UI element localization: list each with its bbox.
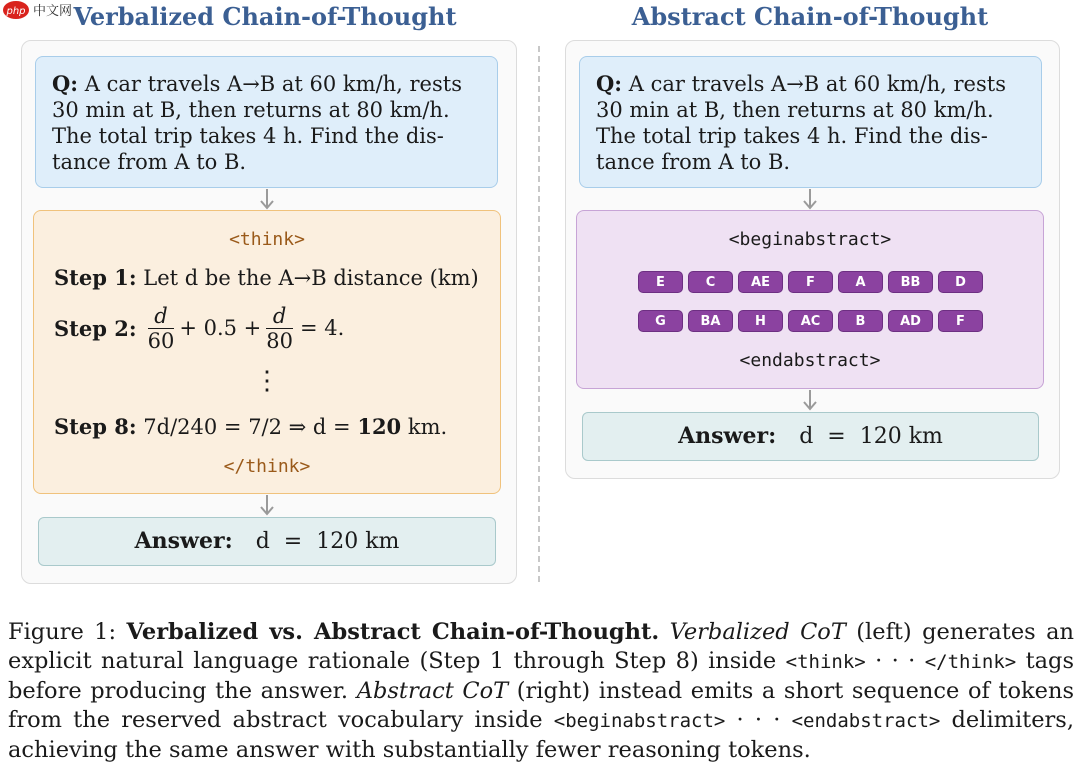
caption-italic-1: Verbalized CoT (669, 619, 846, 645)
abstract-close-tag: <endabstract> (739, 350, 881, 371)
question-line-2: 30 min at B, then returns at 80 km/h. (52, 98, 450, 122)
question-line-2: 30 min at B, then returns at 80 km/h. (596, 98, 994, 122)
token-row-2 (0, 310, 1080, 334)
abstract-open-tag: <beginabstract> (728, 229, 892, 250)
vertical-ellipsis: ⋮ (254, 366, 280, 396)
caption-text-2: tags before producing the answer. (8, 648, 1075, 704)
abstract-token: H (738, 310, 783, 332)
svg-text:php: php (6, 6, 26, 17)
caption-code-endthink: </think> (924, 651, 1017, 673)
answer-value-right: d = 120 km (799, 424, 943, 449)
left-title: Verbalized Chain-of-Thought (73, 2, 457, 31)
question-line-4: tance from A to B. (596, 150, 791, 174)
caption-code-think: <think> (785, 651, 866, 673)
question-line-4: tance from A to B. (52, 150, 247, 174)
answer-label-right: Answer: (678, 423, 777, 449)
answer-label-left: Answer: (134, 528, 233, 554)
abstract-token: F (788, 271, 833, 293)
answer-value-left: d = 120 km (255, 529, 400, 554)
question-line-1: A car travels A→B at 60 km/h, rests (84, 72, 462, 96)
think-close-tag: </think> (223, 456, 311, 477)
abstract-token: AC (788, 310, 833, 332)
arrow-down-icon (800, 189, 820, 211)
abstract-token: F (938, 310, 983, 332)
question-line-1: A car travels A→B at 60 km/h, rests (628, 72, 1006, 96)
right-title: Abstract Chain-of-Thought (631, 2, 989, 31)
token-row-1 (0, 271, 1080, 295)
frac1-numerator: d (148, 304, 175, 329)
question-box-left (35, 56, 498, 188)
step-1-text: Let d be the A→B distance (km) (143, 266, 479, 290)
step-2-label: Step 2: (54, 315, 137, 341)
question-label: Q: (596, 71, 623, 96)
abstract-token: B (838, 310, 883, 332)
question-line-3: The total trip takes 4 h. Find the dis- (52, 124, 444, 148)
question-label: Q: (52, 71, 79, 96)
caption-italic-2: Abstract CoT (356, 678, 509, 704)
question-line-3: The total trip takes 4 h. Find the dis- (596, 124, 988, 148)
question-box-right (579, 56, 1042, 188)
step-1-label: Step 1: (54, 265, 137, 290)
answer-box-left (38, 517, 496, 566)
abstract-token: AE (738, 271, 783, 293)
step-2-end: = 4. (300, 316, 345, 340)
caption-text-4: delimiters, achieving the same answer with substantially fewer reasoning tokens. (8, 707, 1074, 763)
arrow-down-icon (257, 495, 277, 517)
caption-text-3: (right) instead emits a short sequence of tokens from the reserved abstract vocabulary inside (8, 678, 1075, 733)
step-8-result: 120 (357, 414, 402, 439)
abstract-token: BB (888, 271, 933, 293)
step-8-unit: km. (401, 415, 448, 439)
abstract-token: G (638, 310, 683, 332)
svg-text:中文网: 中文网 (33, 4, 73, 19)
arrow-down-icon (800, 390, 820, 412)
abstract-token: D (938, 271, 983, 293)
frac2-numerator: d (266, 304, 293, 329)
abstract-token: BA (688, 310, 733, 332)
abstract-token: E (638, 271, 683, 293)
abstract-token: C (688, 271, 733, 293)
abstract-token: A (838, 271, 883, 293)
step-2-mid: + 0.5 + (179, 316, 262, 340)
step-8-text: 7d/240 = 7/2 ⇒ d = (143, 415, 358, 439)
arrow-down-icon (257, 189, 277, 211)
step-8-label: Step 8: (54, 414, 137, 439)
step-8 (54, 414, 447, 439)
caption-code-beginabstract: <beginabstract> (553, 710, 726, 732)
caption-bold-title: Verbalized vs. Abstract Chain-of-Thought. (126, 619, 660, 645)
think-open-tag: <think> (229, 229, 305, 250)
figure-caption (8, 618, 1074, 765)
caption-code-endabstract: <endabstract> (791, 710, 941, 732)
abstract-token: AD (888, 310, 933, 332)
caption-dots-1: · · · (865, 648, 925, 674)
caption-dots-2: · · · (725, 707, 792, 733)
answer-box-right (582, 412, 1039, 461)
frac1-denominator: 60 (147, 328, 175, 353)
frac2-denominator: 80 (266, 328, 294, 353)
caption-text-1: (left) generates an explicit natural language rationale (Step 1 through Step 8) inside (8, 619, 1075, 674)
caption-fig-label: Figure 1: (8, 619, 117, 645)
